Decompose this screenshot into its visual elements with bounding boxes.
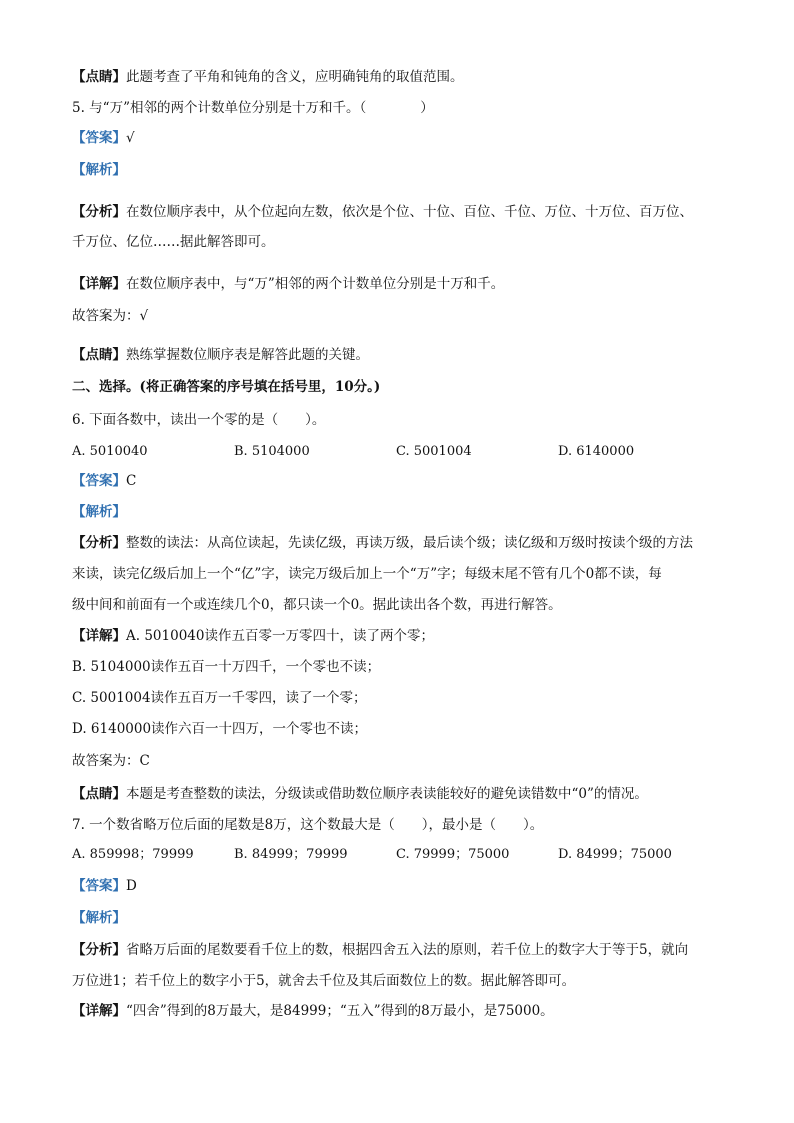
q5-xiangjie: 【详解】在数位顺序表中，与“万”相邻的两个计数单位分别是十万和千。 [72, 276, 505, 292]
q7-option-b: B. 84999；79999 [234, 847, 348, 862]
q6-option-a: A. 5010040 [72, 444, 148, 459]
q7-fenxi-2: 万位进1；若千位上的数字小于5，就舍去千位及其后面数位上的数。据此解答即可。 [72, 973, 576, 989]
q5-gudaan: 故答案为：√ [72, 308, 149, 324]
q5-dianjing: 【点睛】熟练掌握数位顺序表是解答此题的关键。 [72, 347, 369, 363]
q7-option-c: C. 79999；75000 [396, 847, 510, 862]
q5-question: 5. 与“万”相邻的两个计数单位分别是十万和千。（ ） [72, 100, 434, 116]
q6-fenxi-2: 来读，读完亿级后加上一个“亿”字，读完万级后加上一个“万”字；每级末尾不管有几个0都不读，每 [72, 566, 662, 582]
q4-dianjing: 【点睛】此题考查了平角和钝角的含义，应明确钝角的取值范围。 [72, 69, 464, 85]
q6-option-c: C. 5001004 [396, 444, 472, 459]
q7-jiexi: 【解析】 [72, 910, 126, 926]
q6-xiangjie-d: D. 6140000读作六百一十四万，一个零也不读； [72, 721, 368, 737]
q5-answer: 【答案】√ [72, 130, 135, 146]
q6-fenxi-3: 级中间和前面有一个或连续几个0，都只读一个0。据此读出各个数，再进行解答。 [72, 597, 562, 613]
q6-dianjing: 【点睛】本题是考查整数的读法，分级读或借助数位顺序表读能较好的避免读错数中“0”的情况。 [72, 786, 648, 802]
q7-option-d: D. 84999；75000 [558, 847, 672, 862]
q6-question: 6. 下面各数中，读出一个零的是（ ）。 [72, 412, 326, 428]
q5-fenxi-2: 千万位、亿位……据此解答即可。 [72, 234, 275, 250]
section-2-heading: 二、选择。(将正确答案的序号填在括号里，10分。) [72, 379, 381, 395]
q7-fenxi-1: 【分析】省略万后面的尾数要看千位上的数，根据四舍五入法的原则，若千位上的数字大于等于5，就向 [72, 942, 689, 958]
q6-gudaan: 故答案为：C [72, 753, 150, 769]
q6-xiangjie-b: B. 5104000读作五百一十万四千，一个零也不读； [72, 659, 381, 675]
q5-jiexi: 【解析】 [72, 162, 126, 178]
q5-fenxi-1: 【分析】在数位顺序表中，从个位起向左数，依次是个位、十位、百位、千位、万位、十万位、百万位、 [72, 204, 693, 220]
q7-xiangjie: 【详解】“四舍”得到的8万最大，是84999；“五入”得到的8万最小，是75000。 [72, 1003, 554, 1019]
q6-fenxi-1: 【分析】整数的读法：从高位读起，先读亿级，再读万级，最后读个级；读亿级和万级时按读个级的方法 [72, 535, 693, 551]
q6-xiangjie-a: 【详解】A. 5010040读作五百零一万零四十，读了两个零； [72, 628, 434, 644]
q6-jiexi: 【解析】 [72, 504, 126, 520]
q6-answer: 【答案】C [72, 473, 137, 489]
q7-question: 7. 一个数省略万位后面的尾数是8万，这个数最大是（ ），最小是（ ）。 [72, 817, 544, 833]
q7-answer: 【答案】D [72, 878, 137, 894]
q6-option-b: B. 5104000 [234, 444, 310, 459]
q7-option-a: A. 859998；79999 [72, 847, 194, 862]
q6-option-d: D. 6140000 [558, 444, 635, 459]
q6-xiangjie-c: C. 5001004读作五百万一千零四，读了一个零； [72, 690, 367, 706]
